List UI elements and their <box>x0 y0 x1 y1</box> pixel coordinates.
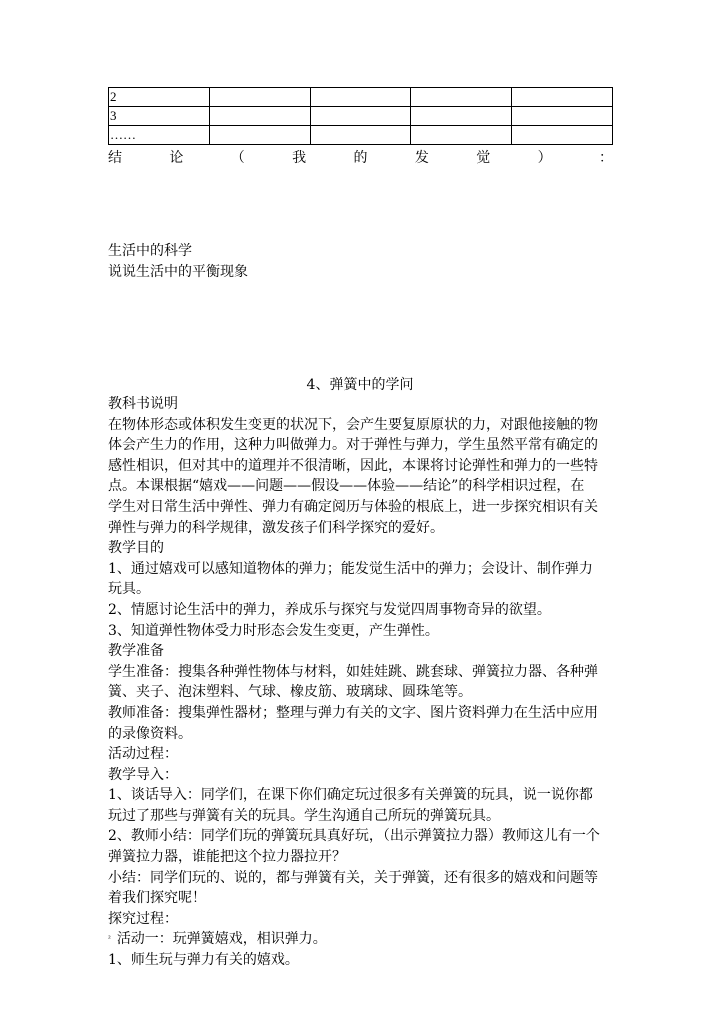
table-cell: 3 <box>109 107 210 126</box>
conclusion-char: 我 <box>292 150 307 166</box>
table-cell <box>512 88 613 107</box>
paragraph-line: 小结：同学们玩的、说的，都与弹簧有关，关于弹簧，还有很多的嬉戏和问题等 <box>108 869 598 886</box>
paragraph-line: 体会产生力的作用，这种力叫做弹力。对于弹性与弹力，学生虽然平常有确定的 <box>108 437 598 454</box>
table-cell <box>310 126 411 145</box>
paragraph-line: 感性相识，但对其中的道理并不很清晰，因此，本课将讨论弹性和弹力的一些特 <box>108 457 598 474</box>
conclusion-char: 觉 <box>476 150 491 166</box>
conclusion-char: 结 <box>108 150 122 166</box>
goals-heading: 教学目的 <box>108 540 164 557</box>
activity-line <box>108 929 613 950</box>
paragraph-line: 弹簧拉力器，谁能把这个拉力器拉开？ <box>108 849 346 866</box>
table-cell <box>512 107 613 126</box>
science-section <box>108 241 613 282</box>
lesson-title: 4、弹簧中的学问 <box>306 377 414 393</box>
textbook-heading: 教科书说明 <box>108 396 178 412</box>
paragraph-line: 簧、夹子、泡沫塑料、气球、橡皮筋、玻璃球、圆珠笔等。 <box>108 684 472 701</box>
table-cell <box>411 126 512 145</box>
paragraph-line: 学生准备：搜集各种弹性物体与材料，如娃娃跳、跳套球、弹簧拉力器、各种弹 <box>108 663 598 680</box>
table-cell <box>209 88 310 107</box>
table-cell <box>310 107 411 126</box>
conclusion-char: 的 <box>353 150 368 166</box>
conclusion-char: ） <box>537 150 552 166</box>
conclusion-char: 发 <box>414 150 429 166</box>
conclusion-char: ： <box>599 150 613 166</box>
science-heading: 生活中的科学 <box>108 243 192 259</box>
process-heading: 活动过程： <box>108 746 178 763</box>
table-cell <box>411 107 512 126</box>
paragraph-line: 1、师生玩与弹力有关的嬉戏。 <box>108 952 299 969</box>
prep-heading: 教学准备 <box>108 643 164 660</box>
table-row <box>109 107 613 126</box>
table-cell <box>209 107 310 126</box>
table-cell <box>512 126 613 145</box>
paragraph-line: 的录像资料。 <box>108 725 192 742</box>
paragraph-line: 玩具。 <box>108 581 150 598</box>
table-cell <box>209 126 310 145</box>
paragraph-line: 3、知道弹性物体受力时形态会发生变更，产生弹性。 <box>108 622 439 639</box>
lesson-body <box>108 394 613 971</box>
paragraph-line: 弹性与弹力的科学规律，激发孩子们科学探究的爱好。 <box>108 519 444 536</box>
paragraph-line: 玩过了那些与弹簧有关的玩具。学生沟通自己所玩的弹簧玩具。 <box>108 807 500 824</box>
conclusion-line <box>108 148 613 168</box>
table-row <box>109 88 613 107</box>
data-table <box>108 87 613 145</box>
paragraph-line: 在物体形态或体积发生变更的状况下，会产生要复原原状的力，对跟他接触的物 <box>108 416 598 433</box>
paragraph-line: 教师准备：搜集弹性器材；整理与弹力有关的文字、图片资料弹力在生活中应用 <box>108 704 598 721</box>
table-cell <box>310 88 411 107</box>
table-cell <box>411 88 512 107</box>
paragraph-line: 2、教师小结：同学们玩的弹簧玩具真好玩，（出示弹簧拉力器）教师这儿有一个 <box>108 828 600 845</box>
explore-heading: 探究过程： <box>108 910 178 927</box>
paragraph-line: 着我们探究呢！ <box>108 890 206 907</box>
table-row <box>109 126 613 145</box>
paragraph-line: 1、通过嬉戏可以感知道物体的弹力；能发觉生活中的弹力；会设计、制作弹力 <box>108 560 593 577</box>
paragraph-line: 2、情愿讨论生活中的弹力，养成乐与探究与发觉四周事物奇异的欲望。 <box>108 601 551 618</box>
intro-heading: 教学导入： <box>108 766 178 783</box>
table-cell: 2 <box>109 88 210 107</box>
conclusion-char: 论 <box>169 150 184 166</box>
paragraph-line: 点。本课根据“嬉戏——问题——假设——体验——结论”的科学相识过程，在 <box>108 478 585 495</box>
paragraph-line: 1、谈话导入：同学们，在课下你们确定玩过很多有关弹簧的玩具，说一说你都 <box>108 787 593 804</box>
paragraph-line: 学生对日常生活中弹性、弹力有确定阅历与体验的根底上，进一步探究相识有关 <box>108 498 598 515</box>
bullet-icon: ² <box>108 935 111 944</box>
science-line: 说说生活中的平衡现象 <box>108 263 248 280</box>
table-cell: …… <box>109 126 210 145</box>
conclusion-char: （ <box>230 150 245 166</box>
activity-text: 活动一：玩弹簧嬉戏，相识弹力。 <box>116 931 327 948</box>
